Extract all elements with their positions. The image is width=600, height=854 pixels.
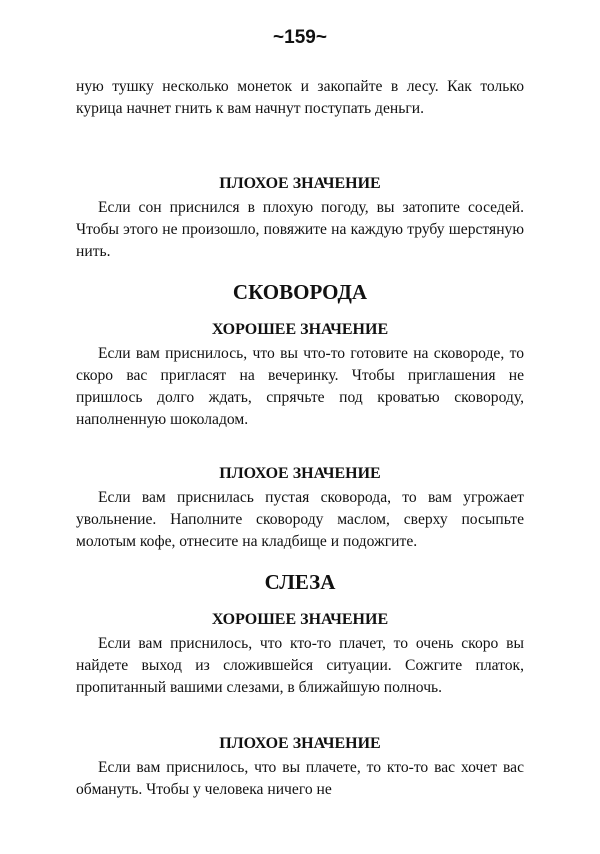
bad-meaning-heading-1: ПЛОХОЕ ЗНАЧЕНИЕ [219, 175, 381, 192]
bad-meaning-text-1: Если сон приснился в плохую погоду, вы затопите соседей. Чтобы этого не произошло, повяжите на каждую трубу шерстяную нить. [76, 199, 524, 260]
bad-meaning-text-3: Если вам приснилось, что вы плачете, то кто-то вас хочет вас обмануть. Чтобы у человека ничего не [76, 759, 524, 798]
bad-meaning-heading-3: ПЛОХОЕ ЗНАЧЕНИЕ [219, 735, 381, 752]
good-meaning-heading-2: ХОРОШЕЕ ЗНАЧЕНИЕ [211, 321, 389, 338]
page-number: ~159~ [273, 27, 327, 48]
entry-title-skovoroda: СКОВОРОДА [232, 280, 368, 304]
good-meaning-heading-3: ХОРОШЕЕ ЗНАЧЕНИЕ [211, 611, 389, 628]
bad-meaning-text-2: Если вам приснилась пустая сковорода, то вам угрожает увольнение. Наполните сковороду маслом, сверху посыпьте молотым кофе, отнесите на кладбище и подожгите. [76, 489, 524, 550]
continuation-paragraph: ную тушку несколько монеток и закопайте в лесу. Как только курица начнет гнить к вам начнут поступать деньги. [76, 78, 524, 117]
good-meaning-text-2: Если вам приснилось, что вы что-то готовите на сковороде, то скоро вас пригласят на вечеринку. Чтобы приглашения не пришлось долго ждать, спрячьте под кроватью сковороду, наполненную шоколадом. [76, 345, 524, 428]
entry-title-sleza: СЛЕЗА [264, 570, 336, 594]
bad-meaning-heading-2: ПЛОХОЕ ЗНАЧЕНИЕ [219, 465, 381, 482]
good-meaning-text-3: Если вам приснилось, что кто-то плачет, то очень скоро вы найдете выход из сложившейся ситуации. Сожгите платок, пропитанный вашими слезами, в ближайшую полночь. [76, 635, 524, 696]
